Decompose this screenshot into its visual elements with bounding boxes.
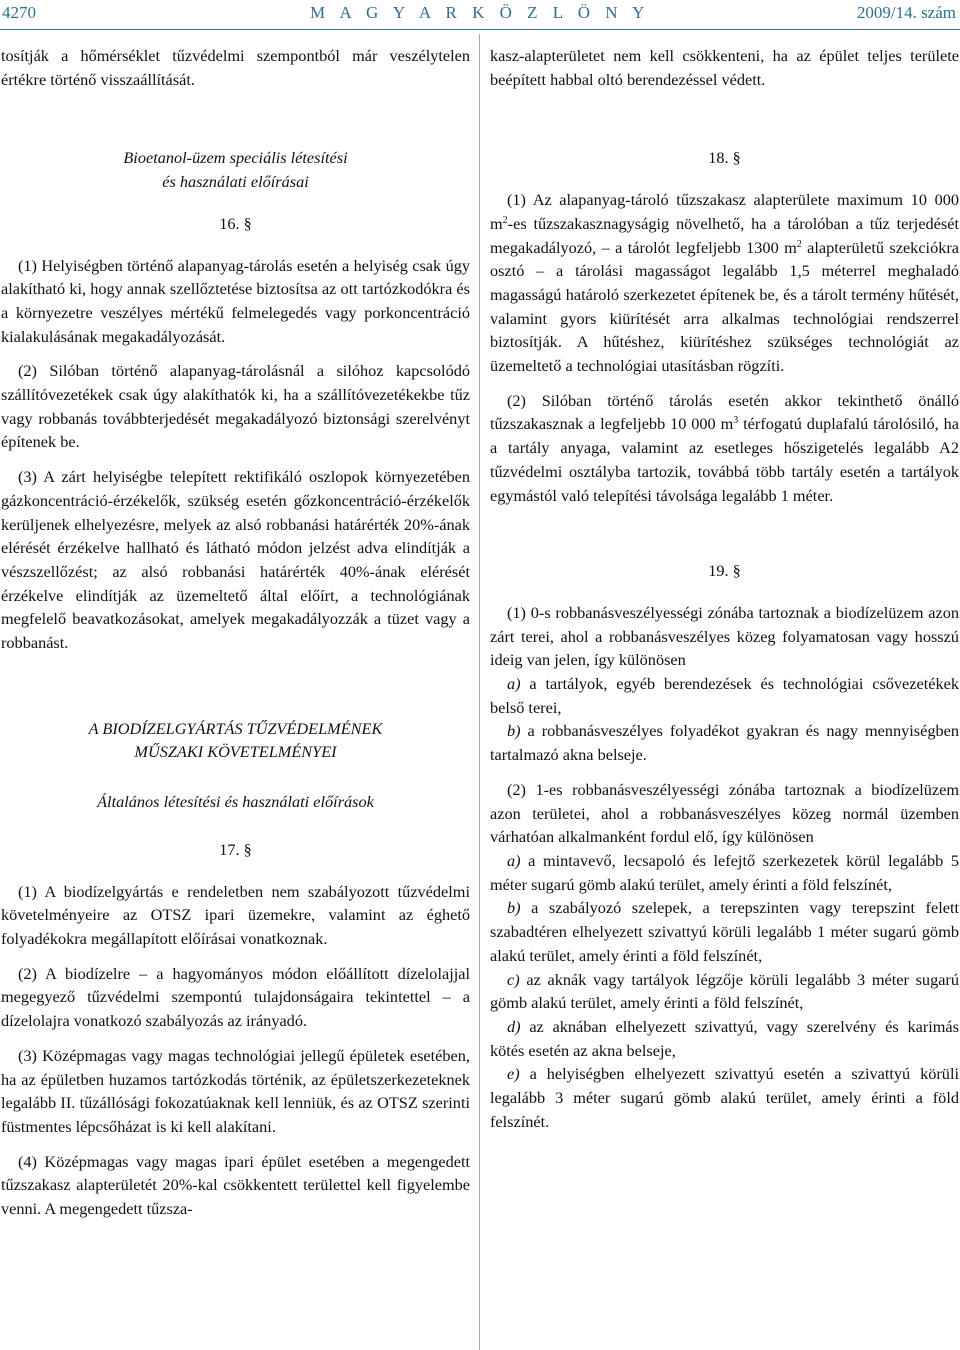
main-heading-line1: A BIODÍZELGYÁRTÁS TŰZVÉDELMÉNEK	[88, 718, 383, 738]
section-17-title: 17. §	[219, 839, 252, 859]
s19-item-2d	[490, 1015, 959, 1062]
item-label: d)	[507, 1016, 521, 1036]
bioetanol-heading-line1: Bioetanol-üzem speciális létesítési	[123, 148, 348, 168]
journal-title: M A G Y A R K Ö Z L Ö N Y	[310, 3, 650, 22]
item-label: b)	[507, 721, 521, 741]
item-text: a helyiségben elhelyezett szivattyú esetén a szivattyú körüli legalább 3 méter sugarú gömb alakú terület, amely érinti a föld felszínét.	[490, 1064, 959, 1131]
s19-paragraph-1: (1) 0-s robbanásveszélyességi zónába tartoznak a biodízelüzem azon zárt terei, ahol a robbanásveszélyes közeg folyamatosan vagy hosszú ideig van jelen, így különösen	[490, 602, 959, 670]
s18-p1-text-b: -es tűzszakasznagyságig növelhető, ha a tárolóban a tűz terjedését megakadályozó, – a tárolót legfeljebb 1300 m	[490, 213, 959, 257]
item-text: a tartályok, egyéb berendezések és technológiai csővezetékek belső terei,	[490, 674, 959, 717]
s19-item-2c	[490, 968, 959, 1015]
item-label: e)	[507, 1064, 520, 1084]
s17-paragraph-1: (1) A biodízelgyártás e rendeletben nem szabályozott tűzvédelmi követelményeire az OTSZ ipari üzemekre, valamint az éghető folyadékokra megállapított előírásai vonatkoznak.	[1, 881, 470, 948]
section-16-title: 16. §	[219, 213, 252, 233]
item-text: a szabályozó szelepek, a terepszinten vagy terepszint felett szabadtéren elhelyezett szivattyú körüli legalább 1 méter sugarú gömb alakú terület, amely érinti a föld felszínét,	[490, 898, 959, 965]
s19-item-2a	[490, 849, 959, 896]
s18-p1-text-c: alapterületű szekciókra osztó – a tárolási magasságot legalább 1,5 méterrel meghaladó magasságú határoló szerkezetet építenek be, és a tárolt termény hűtését, valamint gyors kiürítését arra alkalmas technológiai rendszerrel biztosítják. A hűtéshez, kiürítéshez szükséges technológiát az üzemeltető a technológiai utasításban rögzíti.	[490, 237, 959, 376]
s17-paragraph-2: (2) A biodízelre – a hagyományos módon előállított dízelolajjal megegyező tűzvédelmi szempontú tulajdonságaira tekintettel – a dízelolajra vonatkozó szabályozás az irányadó.	[1, 963, 470, 1031]
s18-p2-text-b: térfogatú duplafalú tárolósiló, ha a tartály anyaga, valamint az esetleges hőszigetelés legalább A2 tűzvédelmi osztályba tartozik, továbbá több tartály esetén a tartályok egymástól való telepítési távolsága legalább 1 méter.	[490, 414, 960, 505]
header-rule	[0, 29, 960, 30]
s19-item-2e	[490, 1062, 959, 1133]
bioetanol-heading-line2: és használati előírásai	[162, 172, 309, 192]
s18-p2-text-a: (2) Silóban történő tárolás esetén akkor tekinthető önálló tűzszakasznak a legfeljebb 10 000 m	[490, 390, 959, 434]
item-label: b)	[507, 898, 521, 918]
main-heading-line2: MŰSZAKI KÖVETELMÉNYEI	[134, 742, 337, 762]
issue-number: 2009/14. szám	[856, 3, 956, 22]
item-label: a)	[507, 674, 521, 694]
s16-paragraph-2: (2) Silóban történő alapanyag-tárolásnál a silóhoz kapcsolódó szállítóvezetékek csak úgy alakíthatók ki, ha a szállítóvezetékekbe tűz vagy robbanás továbbterjedését megakadályozó biztonsági szerelvényt építenek be.	[1, 361, 470, 452]
item-label: c)	[507, 969, 520, 989]
s19-item-1a	[490, 672, 959, 719]
s16-paragraph-3: (3) A zárt helyiségbe telepített rektifikáló oszlopok környezetében gázkoncentráció-érzékelők, szükség esetén gőzkoncentráció-érzékelők kerüljenek elhelyezésre, melyek az alsó robbanási határérték 20%-ának elérését érzékelve hallható és látható módon jelzést adva elindítják a vészszellőzést; az alsó robbanási határérték 40%-ának elérését érzékelve elindítják az üzemeltető által előírt, a technológiának megfelelő beavatkozásokat, amelyek megakadályozzák a tüzet vagy a robbanást.	[1, 467, 470, 653]
page-header	[0, 0, 960, 26]
s18-p1-text-a: (1) Az alapanyag-tároló tűzszakasz alapterülete maximum 10 000 m	[490, 190, 959, 233]
s19-paragraph-2: (2) 1-es robbanásveszélyességi zónába tartoznak a biodízelüzem azon területei, ahol a robbanásveszélyes közeg normál üzemben várhatóan alkalmanként fordul elő, így különösen	[490, 779, 959, 847]
s17-paragraph-4: (4) Középmagas vagy magas ipari épület esetében a megengedett tűzszakasz alapterületét 20%-kal csökkentett területtel kell figyelembe venni. A megengedett tűzsza-	[1, 1151, 470, 1219]
s17-paragraph-3: (3) Középmagas vagy magas technológiai jellegű épületek esetében, ha az épületben huzamos tartózkodás történik, az épületszerkezeteknek legalább II. tűzállósági fokozatúaknak kell lenniük, és az OTSZ szerinti füstmentes lépcsőházat is ki kell alakítani.	[1, 1045, 470, 1136]
superscript: 3	[733, 415, 739, 427]
superscript: 2	[796, 238, 802, 250]
biodizel-main-heading	[1, 717, 470, 764]
general-rules-heading: Általános létesítési és használati előírások	[97, 792, 374, 812]
item-text: az aknában elhelyezett szivattyú, vagy szerelvény és karimás kötés esetén az akna belseje,	[490, 1016, 959, 1060]
item-label: a)	[507, 850, 521, 870]
continued-text-right: kasz-alapterületet nem kell csökkenteni, ha az épület teljes területe beépített habbal oltó berendezéssel védett.	[490, 46, 959, 89]
s19-item-2b	[490, 896, 959, 967]
right-column	[490, 44, 959, 1133]
item-text: az aknák vagy tartályok légzője körüli legalább 3 méter sugarú gömb alakú terület, amely érinti a föld felszínét,	[490, 969, 959, 1013]
s19-item-1b	[490, 719, 959, 766]
section-19-title: 19. §	[708, 561, 741, 581]
item-text: a robbanásveszélyes folyadékot gyakran és nagy mennyiségben tartalmazó akna belseje.	[490, 721, 959, 765]
bioetanol-heading	[1, 146, 470, 193]
item-text: a mintavevő, lecsapoló és lefejtő szerkezetek körül legalább 5 méter sugarú gömb alakú terület, amely érinti a föld felszínét,	[490, 850, 959, 894]
superscript: 2	[502, 214, 508, 226]
continued-text: tosítják a hőmérséklet tűzvédelmi szempontból már veszélytelen értékre történő visszaállítását.	[1, 46, 470, 89]
s18-paragraph-2	[490, 389, 959, 508]
s18-paragraph-1	[490, 188, 959, 378]
s16-paragraph-1: (1) Helyiségben történő alapanyag-tárolás esetén a helyiség csak úgy alakítható ki, hogy annak szellőztetése biztosítsa az ott tartózkodókra és a környezetre veszélyes mértékű felmelegedés vagy porkoncentráció kialakulásának megakadályozását.	[1, 255, 470, 346]
page-number: 4270	[2, 3, 36, 22]
column-divider	[479, 34, 480, 1350]
left-column	[1, 44, 470, 1221]
section-18-title: 18. §	[708, 148, 741, 168]
